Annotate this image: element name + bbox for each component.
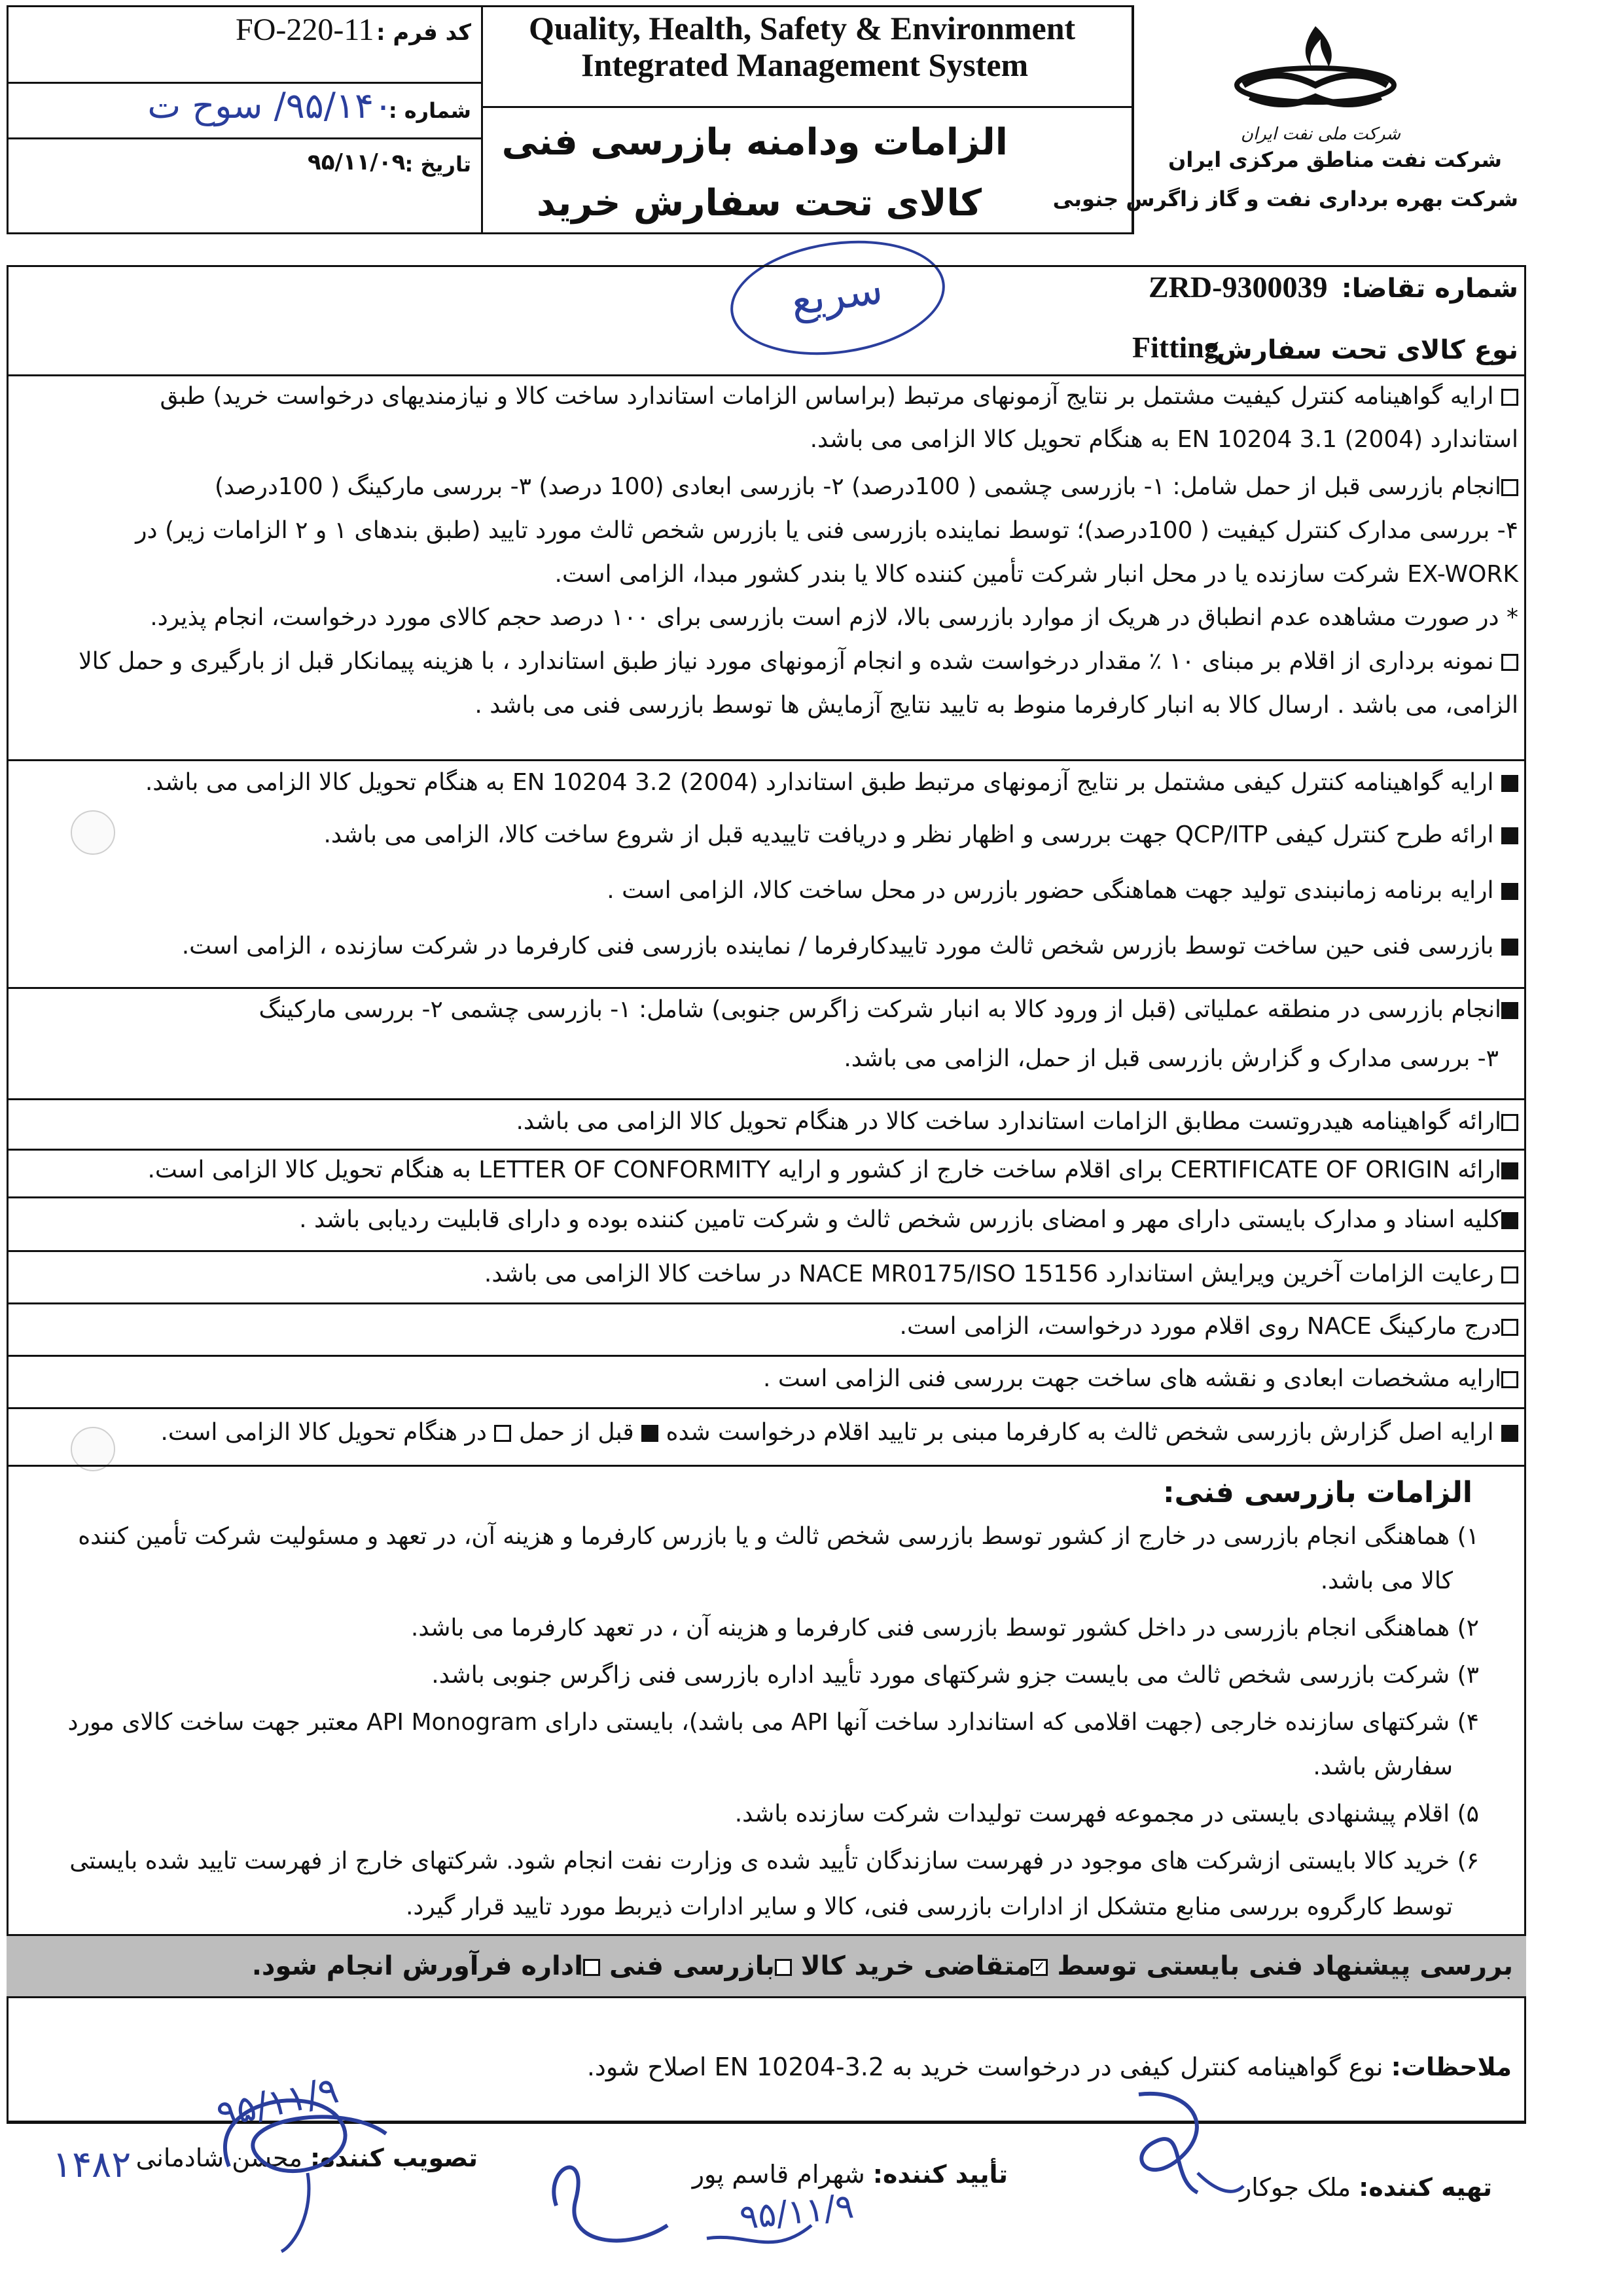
punch-hole-1 [71, 810, 115, 855]
notes-line: ملاحظات: نوع گواهینامه کنترل کیفی در درخواست خرید به EN 10204-3.2 اصلاح شود. [586, 2053, 1512, 2081]
date-value: ۹۵/۱۱/۰۹ [308, 149, 406, 175]
checkbox-review-purchase-applicant[interactable] [1031, 1959, 1048, 1976]
form-code-value: FO-220-11 [236, 12, 374, 47]
row-documents-text: کلیه اسناد و مدارک بایستی دارای مهر و امضای بازرس شخص ثالث و شرکت تامین کننده بوده و دارای قابلیت ردیابی باشد . [7, 1202, 1518, 1238]
signature-approved [537, 2127, 929, 2278]
section-b-line-2: ارائه طرح کنترل کیفی QCP/ITP جهت بررسی و اظهار نظر و دریافت تاییدیه قبل از شروع ساخت کالا، الزامی می باشد. [7, 817, 1518, 853]
section-c-divider [7, 1098, 1526, 1100]
checkbox-review-technical-inspection[interactable] [775, 1959, 792, 1976]
checkbox-documents[interactable] [1501, 1212, 1518, 1229]
requirement-5: ۵) اقلام پیشنهادی بایستی در مجموعه فهرست تولیدات شرکت سازنده باشد. [734, 1801, 1479, 1827]
row-hydrotest-text: ارائه گواهینامه هیدروتست مطابق الزامات استاندارد ساخت کالا در هنگام تحویل کالا الزامی می باشد. [7, 1103, 1518, 1140]
section-a [7, 378, 1518, 759]
checkbox-pre-shipment-inspection[interactable] [1501, 479, 1518, 496]
section-a-line-2: استاندارد (2004) EN 10204 3.1 به هنگام تحویل کالا الزامی می باشد. [810, 426, 1518, 453]
requirement-3: ۳) شرکت بازرسی شخص ثالث می بایست جزو شرکتهای مورد تأیید اداره بازرسی فنی زاگرس جنوبی باشد. [431, 1662, 1479, 1689]
section-b-line-3: ارایه برنامه زمانبندی تولید جهت هماهنگی حضور بازرس در محل ساخت کالا، الزامی است . [7, 872, 1518, 909]
section-b [7, 764, 1518, 994]
requirements-list [13, 1518, 1479, 1964]
row-report [7, 1410, 1518, 1463]
row-divider-7 [7, 1465, 1526, 1467]
checkbox-nace-standard[interactable] [1501, 1266, 1518, 1283]
system-title-line-1: Quality, Health, Safety & Environment [529, 10, 1076, 46]
section-b-divider [7, 987, 1526, 989]
row-origin [7, 1151, 1518, 1196]
review-bar [7, 1934, 1526, 1998]
section-c-line-2: ۳- بررسی مدارک و گزارش بازرسی قبل از حمل، الزامی می باشد. [844, 1045, 1499, 1072]
section-a-line-5: EX-WORK شرکت سازنده یا در محل انبار شرکت تأمین کننده کالا یا بندر کشور مبدا، الزامی است. [554, 561, 1518, 588]
requirement-4-cont: سفارش باشد. [1313, 1753, 1453, 1780]
system-title-line-2: Integrated Management System [581, 46, 1029, 83]
document-title-line-1: الزامات ودامنه بازرسی فنی [501, 121, 1008, 164]
section-c-line-1: انجام بازرسی در منطقه عملیاتی (قبل از ورود کالا به انبار شرکت زاگرس جنوبی) شامل: ۱- بازرسی چشمی ۲- بررسی مارکینگ [7, 992, 1518, 1028]
row-divider-5 [7, 1355, 1526, 1357]
checkbox-certificate-of-origin[interactable] [1501, 1162, 1518, 1179]
section-a-divider [7, 759, 1526, 761]
requirements-title: الزامات بازرسی فنی: [1162, 1476, 1472, 1509]
row-nace [7, 1253, 1518, 1302]
checkbox-quality-cert-3-1[interactable] [1501, 389, 1518, 406]
requirement-6-cont: توسط کارگروه بررسی منابع متشکل از ادارات بازرسی فنی، کالا و سایر ادارات ذیربط مورد تایید قرار گیرد. [405, 1893, 1453, 1920]
handwritten-date-ratified: ۹۵/۱۱/۹ [213, 2069, 342, 2136]
date-label: تاریخ : [404, 152, 471, 177]
section-b-line-4: بازرسی فنی حین ساخت توسط بازرس شخص ثالث مورد تاییدکارفرما / نماینده بازرسی فنی کارفرما در شرکت سازنده ، الزامی است. [7, 928, 1518, 965]
row-nace-marking [7, 1306, 1518, 1355]
checkbox-in-process-inspection[interactable] [1501, 939, 1518, 956]
checkbox-dimensions[interactable] [1501, 1371, 1518, 1388]
header-title-divider [481, 106, 1133, 108]
section-a-line-1: ارایه گواهینامه کنترل کیفیت مشتمل بر نتایج آزمونهای مرتبط (براساس الزامات استاندارد ساخت کالا و نیازمندیهای درخواست خرید) طبق [7, 378, 1518, 415]
checkbox-site-inspection[interactable] [1501, 1002, 1518, 1019]
number-value: ۹۵/۱۴۰/ سوح ت [147, 85, 393, 126]
request-number-value: ZRD-9300039 [1149, 270, 1328, 304]
row-nace-marking-text: درج مارکینگ NACE روی اقلام مورد درخواست، الزامی است. [7, 1308, 1518, 1345]
number-label: شماره : [388, 98, 471, 123]
item-type-value: Fitting [1132, 331, 1219, 364]
row-divider-6 [7, 1407, 1526, 1409]
company-name-line-2: شرکت بهره برداری نفت و گاز زاگرس جنوبی [1052, 187, 1518, 211]
logo-caption: شرکت ملی نفت ایران [1240, 124, 1400, 144]
section-c [7, 992, 1518, 1096]
checkbox-report[interactable] [1501, 1425, 1518, 1442]
checkbox-review-processing-dept[interactable] [583, 1959, 600, 1976]
urgent-stamp-text: سریع [787, 264, 886, 326]
checkbox-hydrotest[interactable] [1501, 1114, 1518, 1131]
checkbox-nace-marking[interactable] [1501, 1319, 1518, 1336]
row-divider-4 [7, 1302, 1526, 1304]
section-a-line-8: الزامی، می باشد . ارسال کالا به انبار کارفرما منوط به تایید نتایج آزمایش ها توسط بازرسی فنی می باشد . [474, 692, 1518, 719]
checkbox-qcp-itp[interactable] [1501, 827, 1518, 844]
header-divider-left [481, 5, 483, 234]
checkbox-production-schedule[interactable] [1501, 883, 1518, 900]
ratified-by: تصویب کننده: محسن شادمانی [135, 2144, 478, 2172]
signature-prepared [1099, 2075, 1257, 2206]
header-code-divider [7, 82, 481, 84]
prepared-by: تهیه کننده: ملک جوکار [1239, 2173, 1492, 2202]
header-number-divider [7, 137, 481, 139]
checkbox-report-on-delivery[interactable] [494, 1425, 511, 1442]
requirement-1-cont: کالا می باشد. [1320, 1568, 1453, 1594]
requirement-2: ۲) هماهنگی انجام بازرسی در داخل کشور توسط بازرسی فنی کارفرما و هزینه آن ، در تعهد کارفرما می باشد. [410, 1615, 1479, 1641]
row-dimensions-text: ارایه مشخصات ابعادی و نقشه های ساخت جهت بررسی فنی الزامی است . [7, 1361, 1518, 1397]
row-divider-2 [7, 1196, 1526, 1198]
section-a-line-6: * در صورت مشاهده عدم انطباق در هریک از موارد بازرسی بالا، لازم است بازرسی برای ۱۰۰ درصد حجم کالای مورد درخواست، انجام پذیرد. [150, 604, 1518, 631]
checkbox-quality-cert-3-2[interactable] [1501, 775, 1518, 792]
row-documents [7, 1199, 1518, 1248]
requirement-6: ۶) خرید کالا بایستی ازشرکت های موجود در فهرست سازندگان تأیید شده ی وزارت نفت انجام شود. شرکتهای خارج از فهرست تایید شده بایستی [69, 1848, 1479, 1874]
row-origin-text: ارائه CERTIFICATE OF ORIGIN برای اقلام ساخت خارج از کشور و ارایه LETTER OF CONFORMITY به هنگام تحویل کالا الزامی است. [7, 1152, 1518, 1189]
handwritten-number: ۱۴۸۲ [52, 2144, 132, 2186]
row-divider-3 [7, 1250, 1526, 1252]
row-nace-text: رعایت الزامات آخرین ویرایش استاندارد NACE MR0175/ISO 15156 در ساخت کالا الزامی می باشد. [7, 1256, 1518, 1293]
item-type-label: نوع کالای تحت سفارش: [1205, 335, 1518, 365]
document-title-line-2: کالای تحت سفارش خرید [536, 182, 982, 224]
form-code-label: کد فرم : [376, 20, 471, 46]
section-a-line-7: نمونه برداری از اقلام بر مبنای ۱۰ ٪ مقدار درخواست شده و انجام آزمونهای مورد نیاز طبق استاندارد ، با هزینه پیمانکار قبل از بارگیری و حمل کالا [7, 643, 1518, 680]
row-hydrotest [7, 1101, 1518, 1148]
requirement-4: ۴) شرکتهای سازنده خارجی (جهت اقلامی که استاندارد ساخت آنها API می باشد)، بایستی دارای API Monogram معتبر جهت ساخت کالای مورد [67, 1709, 1479, 1736]
approved-by: تأیید کننده: شهرام قاسم پور [692, 2160, 1008, 2189]
checkbox-sampling[interactable] [1501, 654, 1518, 671]
row-report-text: ارایه اصل گزارش بازرسی شخص ثالث به کارفرما مبنی بر تایید اقلام درخواست شده قبل از حمل در هنگام تحویل کالا الزامی است. [7, 1414, 1518, 1451]
handwritten-date-approved: ۹۵/۱۱/۹ [738, 2187, 856, 2238]
request-number-label: شماره تقاضا: [1341, 274, 1518, 304]
row-dimensions [7, 1358, 1518, 1407]
requirement-1: ۱) هماهنگی انجام بازرسی در خارج از کشور توسط بازرسی شخص ثالث و یا بازرس کارفرما و هزینه آن، در تعهد و مسئولیت شرکت تأمین کننده [78, 1523, 1479, 1550]
request-divider [7, 374, 1526, 376]
section-a-line-4: ۴- بررسی مدارک کنترل کیفیت ( 100درصد)؛ توسط نماینده بازرسی فنی یا بازرس شخص ثالث مورد تایید (طبق بندهای ۱ و ۲ الزامات زیر) در [135, 517, 1518, 544]
review-text: بررسی پیشنهاد فنی بایستی توسط ✓متقاضی خرید کالا بازرسی فنی اداره فرآورش انجام شود. [7, 1948, 1513, 1984]
nioc-logo [1230, 20, 1400, 131]
company-name-line-1: شرکت نفت مناطق مرکزی ایران [1168, 147, 1502, 172]
section-a-line-3: انجام بازرسی قبل از حمل شامل: ۱- بازرسی چشمی ( 100درصد) ۲- بازرسی ابعادی (100 درصد) ۳- بررسی مارکینگ ( 100درصد) [7, 469, 1518, 505]
checkbox-report-before-shipment[interactable] [641, 1425, 658, 1442]
section-b-line-1: ارایه گواهینامه کنترل کیفی مشتمل بر نتایج آزمونهای مرتبط طبق استاندارد (2004) EN 10204 3.2 به هنگام تحویل کالا الزامی می باشد. [7, 764, 1518, 801]
